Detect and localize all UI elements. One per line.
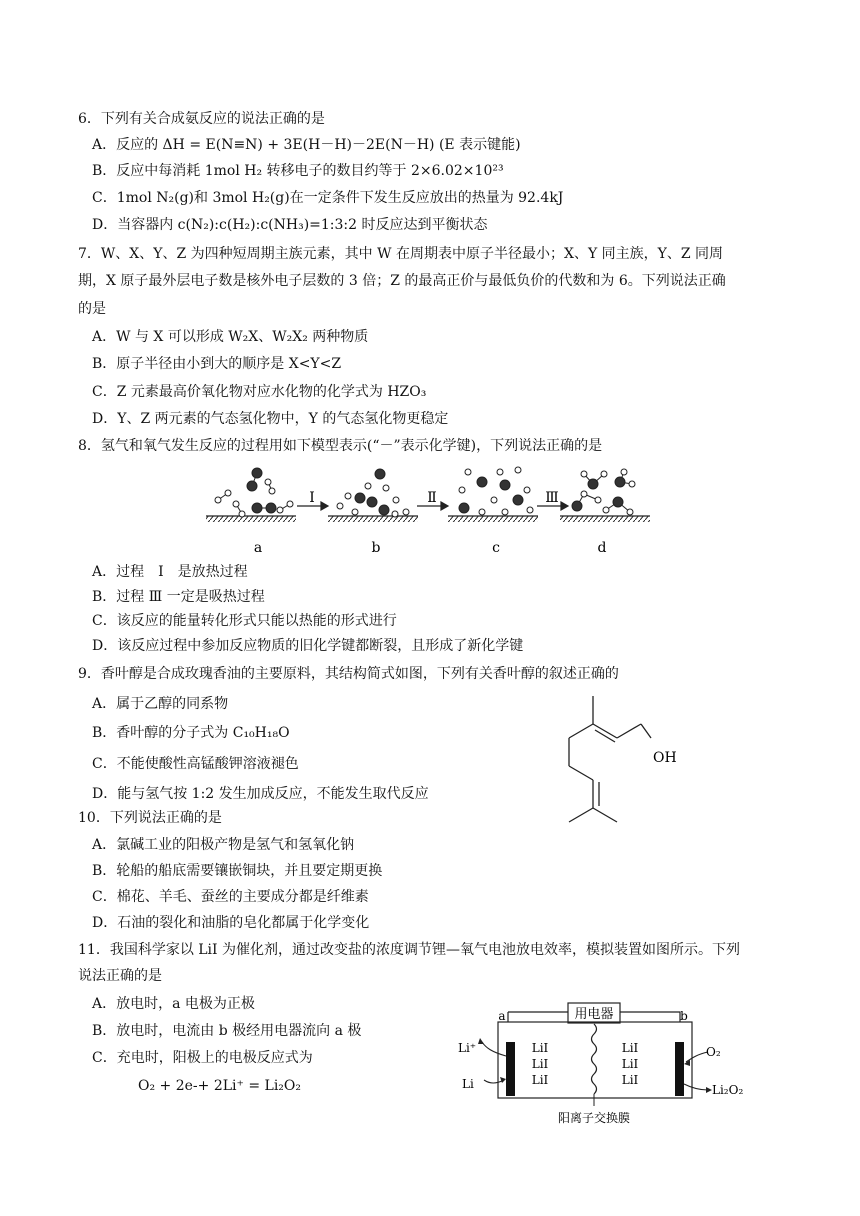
q11-stem-line2: 说法正确的是: [78, 968, 162, 984]
q10-option-d: D．石油的裂化和油脂的皂化都属于化学变化: [92, 915, 370, 931]
cation-exchange-membrane: [592, 1024, 597, 1094]
q10-stem: 10．下列说法正确的是: [78, 810, 222, 826]
q8-option-b: B．过程 Ⅲ 一定是吸热过程: [92, 589, 265, 605]
q8-option-d: D．该反应过程中参加反应物质的旧化学键都断裂，且形成了新化学键: [92, 638, 524, 654]
panel-label-a: a: [253, 540, 263, 556]
q7-stem-line2: 期，X 原子最外层电子数是核外电子层数的 3 倍；Z 的最高正价与最低负价的代数和为 6。下列说法正确: [78, 273, 726, 289]
q9-option-d: D．能与氢气按 1:2 发生加成反应，不能发生取代反应: [92, 786, 429, 802]
q8-option-c: C．该反应的能量转化形式只能以热能的形式进行: [92, 613, 397, 629]
surface-c: [448, 516, 538, 522]
lii-right-2: LiI: [621, 1057, 639, 1071]
q8-stem: 8．氢气和氧气发生反应的过程用如下模型表示(“－”表示化学键)，下列说法正确的是: [78, 438, 603, 454]
electrode-a: [506, 1042, 515, 1096]
q7-option-d: D．Y、Z 两元素的气态氢化物中，Y 的气态氢化物更稳定: [92, 411, 449, 427]
lithium-oxygen-battery-diagram: [450, 1000, 750, 1130]
q7-stem-line1: 7．W、X、Y、Z 为四种短周期主族元素，其中 W 在周期表中原子半径最小；X、Y 同主族，Y、Z 同周: [78, 246, 724, 262]
geraniol-structure: [555, 688, 695, 838]
q11-option-a: A．放电时，a 电极为正极: [92, 996, 255, 1012]
q6-option-b: B．反应中每消耗 1mol H₂ 转移电子的数目约等于 2×6.02×10²³: [92, 163, 504, 179]
panel-a-molecules: [215, 468, 293, 517]
electrode-b: [675, 1042, 684, 1096]
panel-label-c: c: [492, 540, 500, 556]
q10-option-c: C．棉花、羊毛、蚕丝的主要成分都是纤维素: [92, 889, 369, 905]
q11-option-c: C．充电时，阳极上的电极反应式为: [92, 1050, 313, 1066]
q8-reaction-model-diagram: [200, 460, 660, 560]
q7-option-b: B．原子半径由小到大的顺序是 X<Y<Z: [92, 356, 342, 372]
q11-option-b: B．放电时，电流由 b 极经用电器流向 a 极: [92, 1023, 362, 1039]
electrode-b-label: b: [680, 1009, 688, 1023]
q8-option-a: A．过程 Ⅰ 是放热过程: [92, 564, 248, 580]
lii-left-1: LiI: [531, 1041, 549, 1055]
panel-c-atoms: [459, 467, 533, 515]
q10-option-a: A．氯碱工业的阳极产物是氢气和氢氧化钠: [92, 837, 355, 853]
lii-right-3: LiI: [621, 1073, 639, 1087]
surface-a: [206, 516, 296, 522]
panel-d-water-molecules: [572, 469, 635, 515]
electrode-a-label: a: [498, 1009, 506, 1023]
li-label: Li: [462, 1077, 474, 1091]
q9-option-a: A．属于乙醇的同系物: [92, 696, 229, 712]
appliance-label: 用电器: [574, 1007, 614, 1022]
q6-option-d: D．当容器内 c(N₂):c(H₂):c(NH₃)=1:3:2 时反应达到平衡状态: [92, 217, 488, 233]
surface-b: [328, 516, 418, 522]
q6-option-a: A．反应的 ΔH = E(N≡N) + 3E(H－H)－2E(N－H) (E 表示键能): [92, 137, 521, 153]
q9-option-b: B．香叶醇的分子式为 C₁₀H₁₈O: [92, 725, 290, 741]
lii-left-2: LiI: [531, 1057, 549, 1071]
arrow-label-II: Ⅱ: [427, 490, 437, 506]
q11-stem-line1: 11．我国科学家以 LiI 为催化剂，通过改变盐的浓度调节锂—氧气电池放电效率，模拟装置如图所示。下列: [78, 942, 741, 958]
arrow-label-III: Ⅲ: [545, 490, 559, 506]
q7-stem-line3: 的是: [78, 301, 106, 317]
lii-right-1: LiI: [621, 1041, 639, 1055]
q11-option-c-equation: O₂ + 2e-+ 2Li⁺ = Li₂O₂: [138, 1078, 302, 1094]
q9-option-c: C．不能使酸性高锰酸钾溶液褪色: [92, 756, 299, 772]
hydroxyl-label: OH: [653, 750, 677, 766]
lii-left-3: LiI: [531, 1073, 549, 1087]
q6-stem: 6．下列有关合成氨反应的说法正确的是: [78, 111, 325, 127]
q6-option-c: C．1mol N₂(g)和 3mol H₂(g)在一定条件下发生反应放出的热量为 92.4kJ: [92, 190, 564, 206]
panel-label-d: d: [597, 540, 607, 556]
panel-label-b: b: [371, 540, 381, 556]
membrane-label: 阳离子交换膜: [557, 1111, 631, 1125]
li-plus-label: Li⁺: [458, 1041, 477, 1055]
arrow-label-I: Ⅰ: [309, 490, 315, 506]
panel-b-molecules: [337, 469, 409, 517]
surface-d: [560, 516, 650, 522]
q9-stem: 9．香叶醇是合成玫瑰香油的主要原料，其结构简式如图，下列有关香叶醇的叙述正确的: [78, 666, 619, 682]
q7-option-a: A．W 与 X 可以形成 W₂X、W₂X₂ 两种物质: [92, 329, 369, 345]
li2o2-label: Li₂O₂: [712, 1083, 744, 1097]
q7-option-c: C．Z 元素最高价氧化物对应水化物的化学式为 HZO₃: [92, 384, 427, 400]
q10-option-b: B．轮船的船底需要镶嵌铜块，并且要定期更换: [92, 863, 383, 879]
o2-label: O₂: [706, 1045, 721, 1059]
